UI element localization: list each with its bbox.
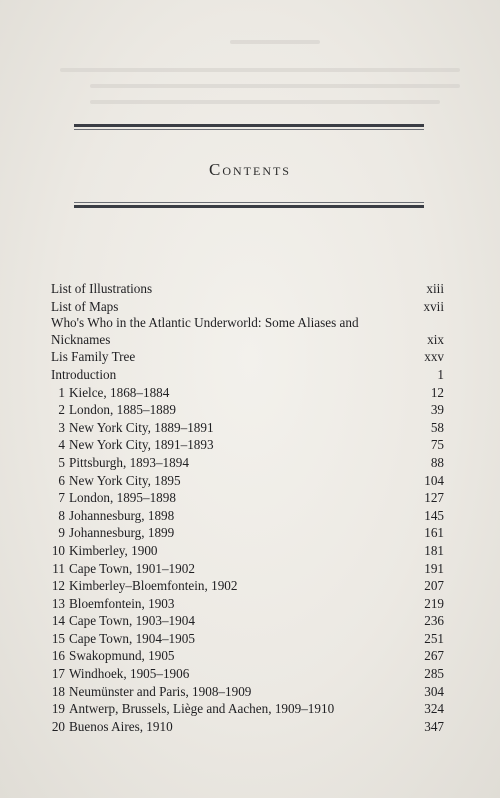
chapter-number: 19: [51, 701, 65, 717]
toc-entry-label: List of Maps: [51, 298, 119, 314]
chapter-number: 11: [52, 560, 65, 576]
chapter-entry: [51, 700, 444, 718]
chapter-page: 219: [424, 595, 444, 611]
chapter-title: Cape Town, 1903–1904: [69, 613, 195, 629]
chapter-page: 251: [424, 630, 444, 646]
chapter-number: 2: [58, 402, 65, 418]
chapter-page: 75: [430, 437, 444, 453]
chapter-entry: [51, 718, 444, 736]
chapter-entry: [51, 595, 444, 613]
chapter-number: 18: [51, 683, 65, 699]
chapter-number: 3: [58, 419, 65, 435]
page-title: Contents: [208, 160, 291, 179]
chapter-entry: [51, 542, 444, 560]
chapter-page: 304: [424, 683, 444, 699]
chapter-number: 7: [58, 490, 65, 506]
chapter-page: 145: [424, 507, 444, 523]
toc-entry-label: Lis Family Tree: [51, 349, 136, 365]
chapter-title: Cape Town, 1901–1902: [69, 560, 195, 576]
chapter-page: 12: [430, 384, 444, 400]
chapter-number: 5: [58, 454, 65, 470]
table-of-contents: [51, 280, 444, 735]
chapter-title: New York City, 1891–1893: [69, 437, 214, 453]
toc-entry-page: xvii: [423, 298, 444, 314]
chapter-title: Antwerp, Brussels, Liège and Aachen, 1909–1910: [69, 701, 335, 717]
chapter-number: 9: [58, 525, 65, 541]
top-rule: [74, 124, 424, 130]
toc-entry: [51, 366, 444, 384]
toc-entry-page: xix: [427, 331, 444, 347]
chapter-title: Bloemfontein, 1903: [69, 595, 175, 611]
chapter-entry: [51, 612, 444, 630]
chapter-number: 6: [58, 472, 65, 488]
chapter-page: 191: [424, 560, 444, 576]
toc-entry: [51, 315, 444, 348]
chapter-entry: [51, 436, 444, 454]
chapter-title: Johannesburg, 1898: [69, 507, 175, 523]
toc-entry: [51, 280, 444, 298]
chapter-entry: [51, 489, 444, 507]
toc-entry-page: xiii: [426, 281, 444, 296]
chapter-entry: [51, 647, 444, 665]
chapter-page: 181: [424, 542, 444, 558]
chapter-title: Kielce, 1868–1884: [69, 384, 170, 400]
chapter-page: 207: [424, 578, 444, 594]
chapter-entry: [51, 507, 444, 525]
toc-entry-page: 1: [437, 366, 444, 382]
chapter-title: London, 1885–1889: [69, 402, 176, 418]
chapter-title: Johannesburg, 1899: [69, 525, 175, 541]
chapter-title: Kimberley, 1900: [69, 542, 158, 558]
chapter-entry: [51, 454, 444, 472]
chapter-entry: [51, 419, 444, 437]
toc-entry-page: xxv: [424, 349, 444, 365]
chapter-page: 285: [424, 666, 444, 682]
chapter-number: 14: [51, 613, 65, 629]
toc-entry: [51, 298, 444, 316]
chapter-page: 127: [424, 490, 444, 506]
chapter-number: 4: [58, 437, 65, 453]
chapter-title: Cape Town, 1904–1905: [69, 630, 195, 646]
chapter-title: Neumünster and Paris, 1908–1909: [69, 683, 252, 699]
show-through: [230, 40, 320, 44]
chapter-number: 17: [51, 666, 65, 682]
toc-entry-label: Who's Who in the Atlantic Underworld: Some Aliases and Nicknames: [51, 315, 359, 347]
chapter-number: 1: [58, 384, 65, 400]
chapter-page: 104: [424, 472, 444, 488]
chapter-entry: [51, 401, 444, 419]
chapter-entry: [51, 384, 444, 402]
chapter-title: Kimberley–Bloemfontein, 1902: [69, 578, 238, 594]
chapter-title: Pittsburgh, 1893–1894: [69, 454, 189, 470]
chapter-title: New York City, 1895: [69, 472, 181, 488]
chapter-entry: [51, 665, 444, 683]
chapter-title: London, 1895–1898: [69, 490, 176, 506]
chapter-page: 236: [424, 613, 444, 629]
chapter-title: Windhoek, 1905–1906: [69, 666, 190, 682]
chapter-number: 15: [51, 630, 65, 646]
chapter-page: 161: [424, 525, 444, 541]
chapter-number: 8: [58, 507, 65, 523]
chapter-number: 13: [51, 595, 65, 611]
chapter-entry: [51, 524, 444, 542]
chapter-page: 39: [430, 402, 444, 418]
chapter-page: 58: [430, 419, 444, 435]
chapter-number: 20: [51, 718, 65, 734]
chapter-entry: [51, 560, 444, 578]
chapter-entry: [51, 630, 444, 648]
chapter-page: 267: [424, 648, 444, 664]
show-through: [90, 100, 440, 104]
chapter-page: 347: [424, 718, 444, 734]
chapter-number: 16: [51, 648, 65, 664]
chapter-title: Buenos Aires, 1910: [69, 718, 173, 734]
chapter-entry: [51, 683, 444, 701]
show-through: [60, 68, 460, 72]
show-through: [90, 84, 460, 88]
toc-entry-label: List of Illustrations: [51, 281, 153, 296]
chapter-number: 12: [51, 578, 65, 594]
chapter-title: Swakopmund, 1905: [69, 648, 175, 664]
chapter-entry: [51, 577, 444, 595]
toc-entry: [51, 348, 444, 366]
chapter-page: 88: [430, 454, 444, 470]
chapter-page: 324: [424, 701, 444, 717]
chapter-title: New York City, 1889–1891: [69, 419, 214, 435]
chapter-entry: [51, 472, 444, 490]
bottom-rule: [74, 202, 424, 208]
toc-entry-label: Introduction: [51, 366, 117, 382]
chapter-number: 10: [51, 542, 65, 558]
